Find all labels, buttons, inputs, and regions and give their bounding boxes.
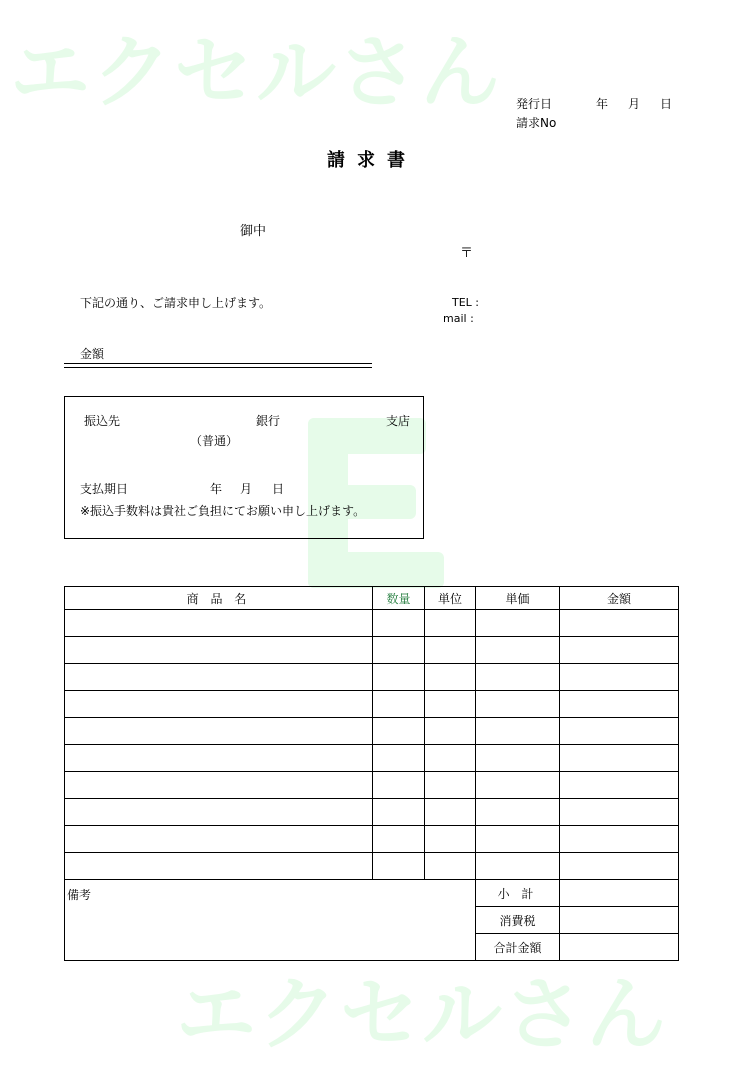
amount-cell[interactable] (560, 799, 679, 826)
table-row (65, 853, 679, 880)
unit-cell[interactable] (425, 772, 476, 799)
unit-price-cell[interactable] (476, 745, 560, 772)
table-row (65, 664, 679, 691)
unit-price-cell[interactable] (476, 718, 560, 745)
due-month-label: 月 (240, 482, 253, 496)
watermark-logo-text-bottom: エクセルさん (176, 968, 668, 1061)
item-name-cell[interactable] (65, 745, 373, 772)
table-row (65, 799, 679, 826)
amount-cell[interactable] (560, 664, 679, 691)
quantity-cell[interactable] (373, 853, 425, 880)
unit-price-cell[interactable] (476, 691, 560, 718)
unit-price-cell[interactable] (476, 637, 560, 664)
unit-cell[interactable] (425, 664, 476, 691)
tax-value-cell[interactable] (560, 907, 679, 934)
quantity-cell[interactable] (373, 664, 425, 691)
item-name-cell[interactable] (65, 664, 373, 691)
amount-cell[interactable] (560, 691, 679, 718)
quantity-cell[interactable] (373, 826, 425, 853)
table-row (65, 826, 679, 853)
header-quantity: 数量 (373, 587, 425, 610)
quantity-cell[interactable] (373, 745, 425, 772)
subtotal-label: 小 計 (476, 880, 560, 907)
item-name-cell[interactable] (65, 718, 373, 745)
item-name-cell[interactable] (65, 637, 373, 664)
unit-price-cell[interactable] (476, 610, 560, 637)
header-item-name: 商 品 名 (65, 587, 373, 610)
quantity-cell[interactable] (373, 772, 425, 799)
amount-cell[interactable] (560, 718, 679, 745)
amount-cell[interactable] (560, 772, 679, 799)
table-row (65, 772, 679, 799)
bank-label: 銀行 (256, 414, 281, 428)
quantity-cell[interactable] (373, 691, 425, 718)
total-label: 合計金額 (476, 934, 560, 961)
subtotal-value-cell[interactable] (560, 880, 679, 907)
item-name-cell[interactable] (65, 610, 373, 637)
amount-underline (64, 363, 372, 368)
account-type-label: （普通） (190, 434, 239, 448)
table-row (65, 637, 679, 664)
remarks-label: 備考 (67, 888, 92, 902)
watermark-logo-text-top: エクセルさん (10, 26, 502, 119)
item-name-cell[interactable] (65, 799, 373, 826)
table-header-row (65, 587, 679, 610)
unit-price-cell[interactable] (476, 772, 560, 799)
unit-cell[interactable] (425, 826, 476, 853)
item-name-cell[interactable] (65, 772, 373, 799)
intro-text: 下記の通り、ご請求申し上げます。 (80, 296, 272, 310)
remarks-cell[interactable] (65, 880, 476, 961)
transfer-fee-note: ※振込手数料は貴社ご負担にてお願い申し上げます。 (80, 504, 366, 518)
items-table (64, 586, 679, 961)
amount-cell[interactable] (560, 637, 679, 664)
branch-label: 支店 (386, 414, 411, 428)
unit-price-cell[interactable] (476, 826, 560, 853)
issue-year-label: 年 (596, 97, 609, 111)
tax-label: 消費税 (476, 907, 560, 934)
due-year-label: 年 (210, 482, 223, 496)
unit-cell[interactable] (425, 610, 476, 637)
amount-cell[interactable] (560, 853, 679, 880)
due-day-label: 日 (272, 482, 285, 496)
unit-price-cell[interactable] (476, 853, 560, 880)
issue-date-label: 発行日 (516, 97, 553, 111)
unit-cell[interactable] (425, 718, 476, 745)
amount-cell[interactable] (560, 745, 679, 772)
unit-cell[interactable] (425, 853, 476, 880)
invoice-number-label: 請求No (516, 116, 557, 130)
recipient-honorific: 御中 (240, 224, 267, 239)
unit-cell[interactable] (425, 745, 476, 772)
unit-price-cell[interactable] (476, 664, 560, 691)
quantity-cell[interactable] (373, 610, 425, 637)
quantity-cell[interactable] (373, 637, 425, 664)
header-amount: 金額 (560, 587, 679, 610)
unit-cell[interactable] (425, 691, 476, 718)
summary-row-subtotal (65, 880, 679, 907)
header-unit: 単位 (425, 587, 476, 610)
tel-label: TEL : (452, 296, 480, 309)
table-row (65, 610, 679, 637)
total-value-cell[interactable] (560, 934, 679, 961)
quantity-cell[interactable] (373, 718, 425, 745)
amount-cell[interactable] (560, 610, 679, 637)
unit-cell[interactable] (425, 637, 476, 664)
table-row (65, 691, 679, 718)
item-name-cell[interactable] (65, 853, 373, 880)
page-title: 請求書 (327, 150, 417, 171)
issue-month-label: 月 (628, 97, 641, 111)
header-unit-price: 単価 (476, 587, 560, 610)
mail-label: mail : (443, 312, 474, 325)
quantity-cell[interactable] (373, 799, 425, 826)
item-name-cell[interactable] (65, 691, 373, 718)
table-row (65, 745, 679, 772)
unit-cell[interactable] (425, 799, 476, 826)
amount-cell[interactable] (560, 826, 679, 853)
unit-price-cell[interactable] (476, 799, 560, 826)
amount-label: 金額 (80, 347, 105, 361)
table-row (65, 718, 679, 745)
issue-day-label: 日 (660, 97, 673, 111)
postal-mark: 〒 (460, 246, 474, 261)
due-date-label: 支払期日 (80, 482, 129, 496)
item-name-cell[interactable] (65, 826, 373, 853)
transfer-to-label: 振込先 (84, 414, 121, 428)
